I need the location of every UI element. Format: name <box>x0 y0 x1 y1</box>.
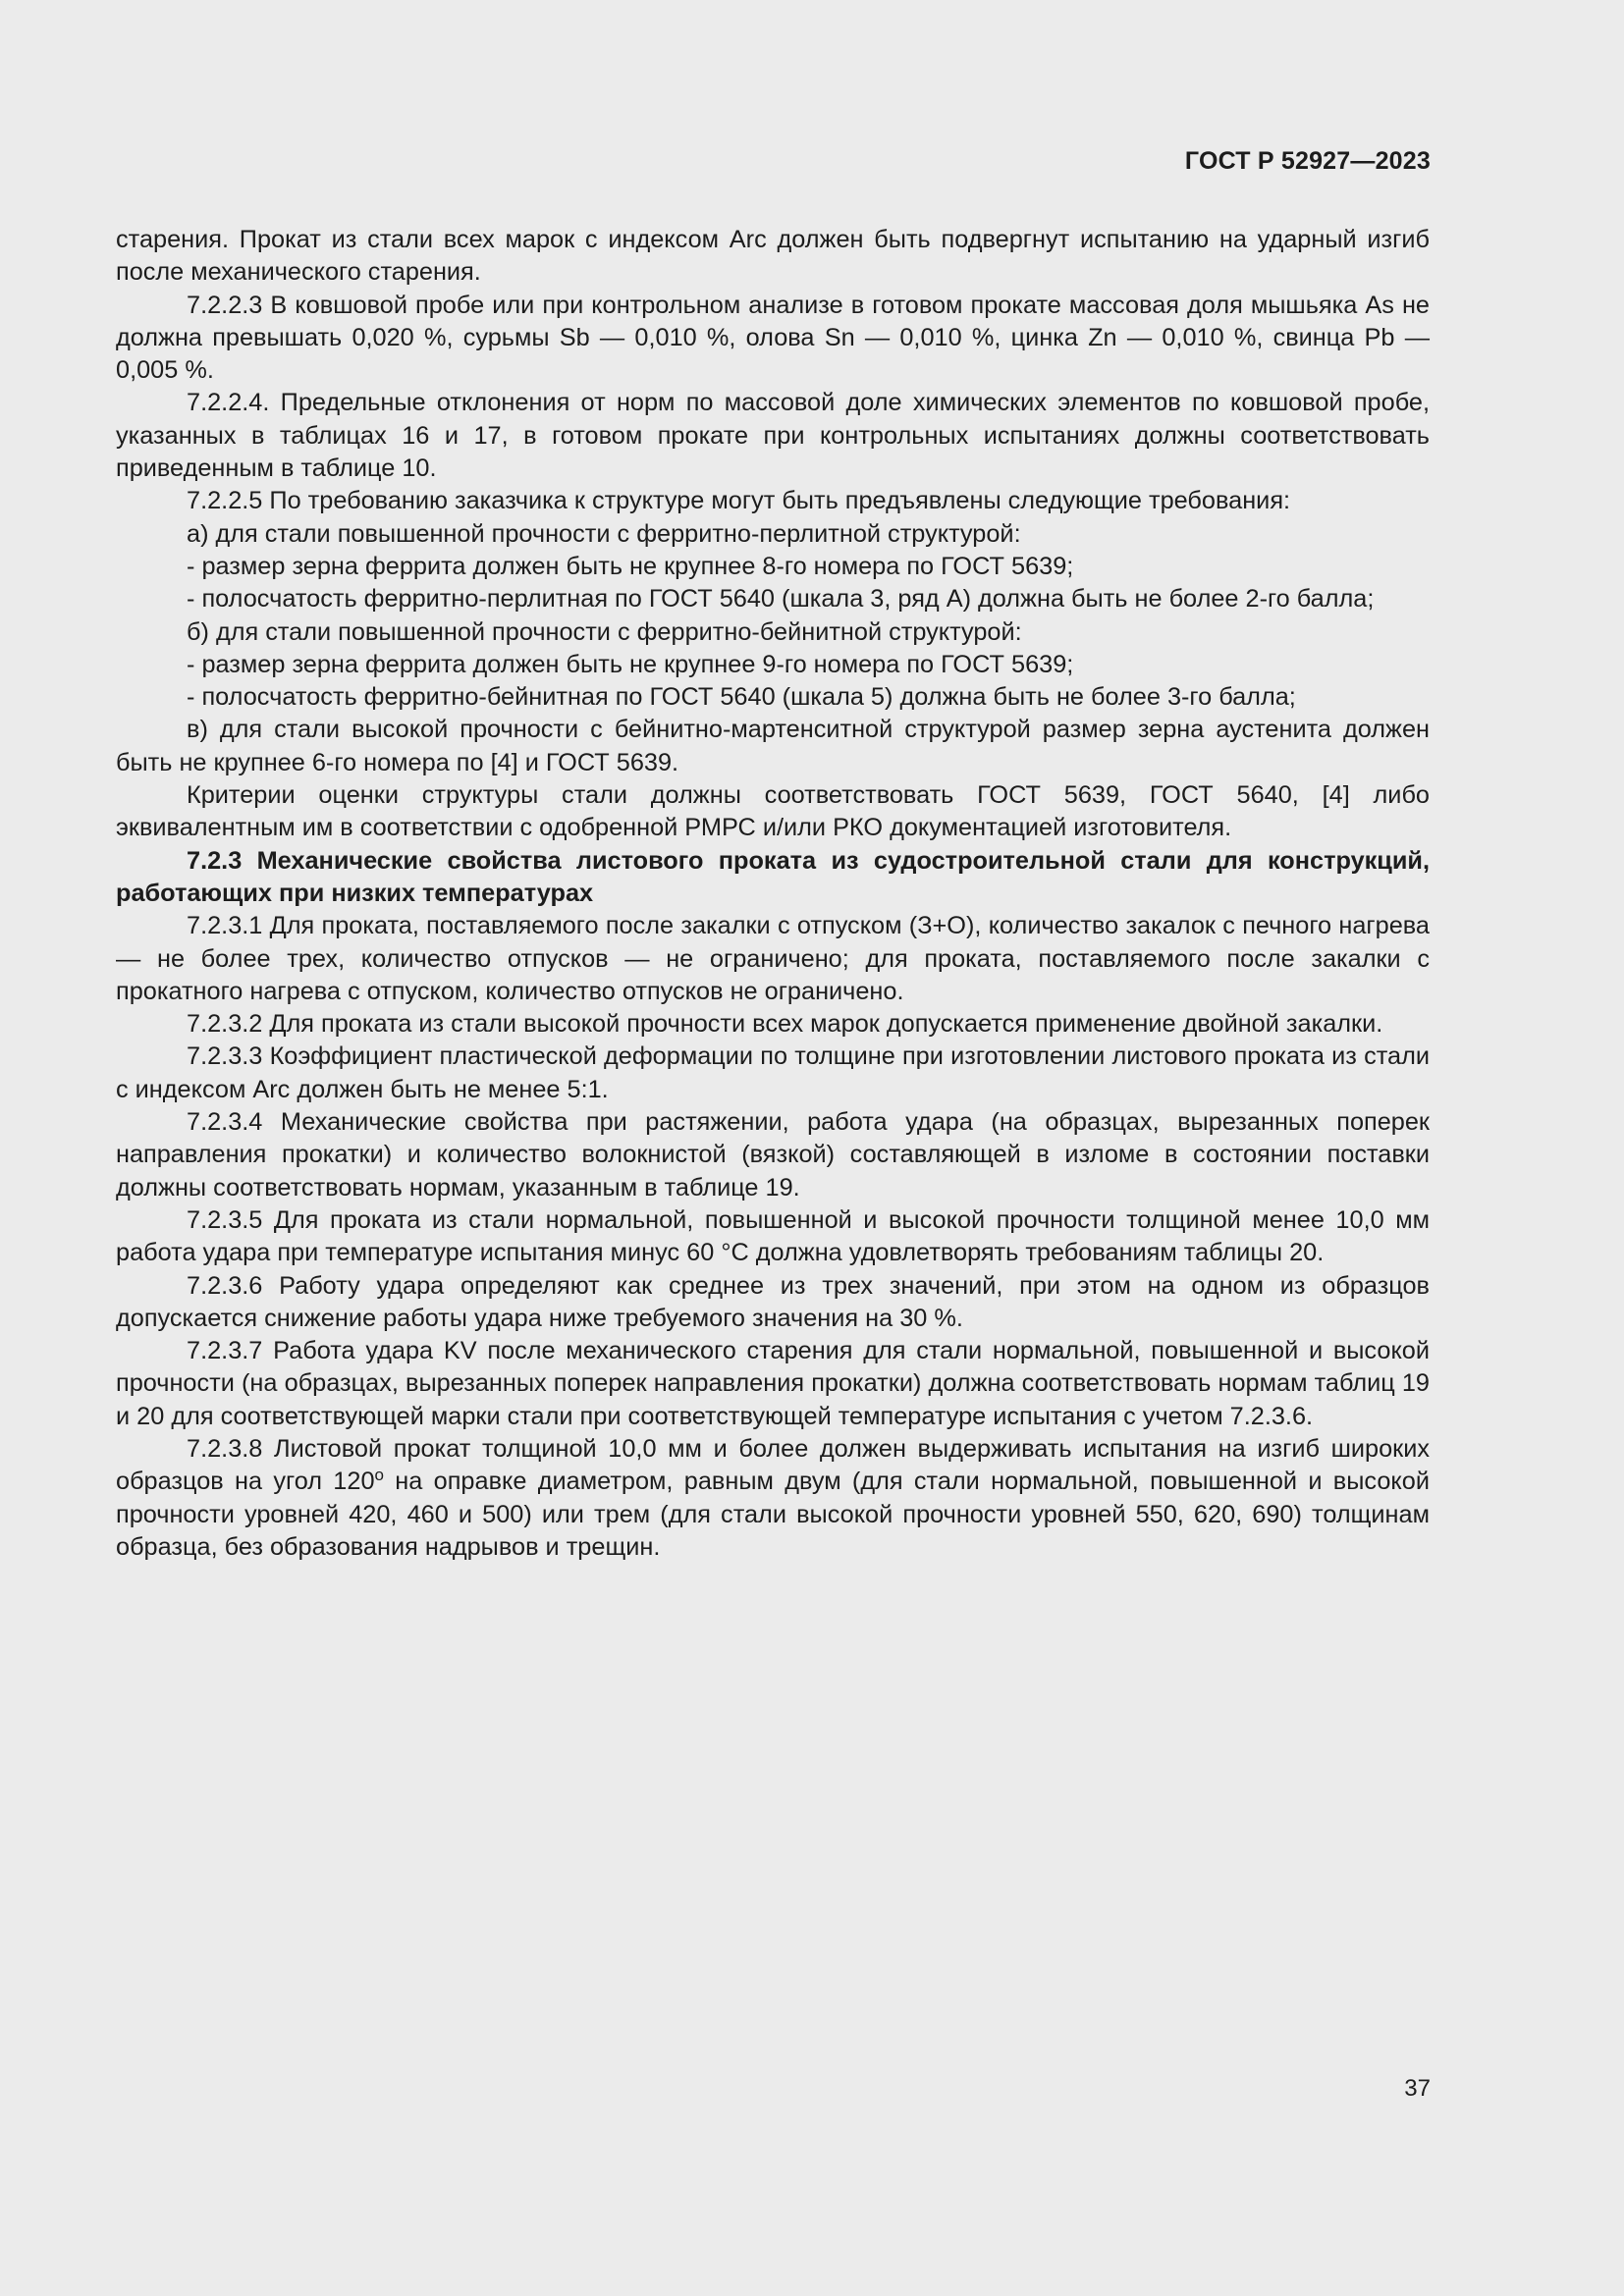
list-item-a: а) для стали повышенной прочности с ферритно-перлитной структурой: <box>187 519 1021 548</box>
clause-7-2-3-6: 7.2.3.6 Работу удара определяют как среднее из трех значений, при этом на одном из образцов допускается снижение работы удара ниже требуемого значения на 30 %. <box>116 1271 1430 1332</box>
list-item-v: в) для стали высокой прочности с бейнитно-мартенситной структурой размер зерна аустенита должен быть не крупнее 6-го номера по [4] и ГОСТ 5639. <box>116 716 1430 776</box>
clause-7-2-3-3: 7.2.3.3 Коэффициент пластической деформации по толщине при изготовлении листового проката из стали с индексом Arc должен быть не менее 5:1. <box>116 1042 1430 1103</box>
clause-7-2-2-3: 7.2.2.3 В ковшовой пробе или при контрольном анализе в готовом прокате массовая доля мышьяка As не должна превышать 0,020 %, сурьмы Sb — 0,010 %, олова Sn — 0,010 %, цинка Zn — 0,010 %, свинца Pb — 0,005 %. <box>116 291 1430 385</box>
page-number: 37 <box>1404 2075 1431 2102</box>
document-code-header: ГОСТ Р 52927—2023 <box>1184 147 1431 175</box>
clause-7-2-3-7: 7.2.3.7 Работа удара KV после механического старения для стали нормальной, повышенной и высокой прочности (на образцах, вырезанных поперек направления прокатки) должна соответствовать нормам таблиц 19 и 20 для соответствующей марки стали при соответствующей температуре испытания с учетом 7.2.3.6. <box>116 1337 1430 1430</box>
structure-criteria-paragraph: Критерии оценки структуры стали должны соответствовать ГОСТ 5639, ГОСТ 5640, [4] либо эквивалентным им в соответствии с одобренной РМРС и/или РКО документацией изготовителя. <box>116 781 1430 842</box>
clause-7-2-3-8-start: 7.2.3.8 Листовой прокат толщиной 10,0 мм и более должен выдерживать испытания на изгиб широких образцов на угол 120 <box>116 1434 1430 1496</box>
clause-7-2-3-8 <box>116 1433 1430 1564</box>
list-dash-item: - полосчатость ферритно-перлитная по ГОСТ 5640 (шкала 3, ряд А) должна быть не более 2-го балла; <box>187 585 1375 614</box>
list-item-b: б) для стали повышенной прочности с ферритно-бейнитной структурой: <box>187 617 1022 646</box>
clause-7-2-3-8-end: на оправке диаметром, равным двум (для стали нормальной, повышенной и высокой прочности уровней 420, 460 и 500) или трем (для стали высокой прочности уровней 550, 620, 690) толщинам образца, без образования надрывов и трещин. <box>116 1468 1430 1561</box>
body-text <box>116 224 1430 1564</box>
list-dash-item: - размер зерна феррита должен быть не крупнее 9-го номера по ГОСТ 5639; <box>187 650 1074 678</box>
clause-7-2-3-1: 7.2.3.1 Для проката, поставляемого после закалки с отпуском (З+О), количество закалок с печного нагрева — не более трех, количество отпусков — не ограничено; для проката, поставляемого после закалки с прокатного нагрева с отпуском, количество отпусков не ограничено. <box>116 912 1430 1005</box>
clause-7-2-2-4: 7.2.2.4. Предельные отклонения от норм по массовой доле химических элементов по ковшовой пробе, указанных в таблицах 16 и 17, в готовом прокате при контрольных испытаниях должны соответствовать приведенным в таблице 10. <box>116 389 1430 483</box>
clause-7-2-2-5: 7.2.2.5 По требованию заказчика к структуре могут быть предъявлены следующие требования: <box>187 487 1291 515</box>
clause-7-2-3-4: 7.2.3.4 Механические свойства при растяжении, работа удара (на образцах, вырезанных поперек направления прокатки) и количество волокнистой (вязкой) составляющей в изломе в состоянии поставки должны соответствовать нормам, указанным в таблице 19. <box>116 1108 1430 1201</box>
degree-superscript: о <box>374 1466 384 1485</box>
clause-7-2-3-2: 7.2.3.2 Для проката из стали высокой прочности всех марок допускается применение двойной закалки. <box>187 1010 1383 1039</box>
paragraph-continuation: старения. Прокат из стали всех марок с индексом Arc должен быть подвергнут испытанию на ударный изгиб после механического старения. <box>116 226 1430 287</box>
clause-7-2-3-5: 7.2.3.5 Для проката из стали нормальной, повышенной и высокой прочности толщиной менее 10,0 мм работа удара при температуре испытания минус 60 °С должна удовлетворять требованиям таблицы 20. <box>116 1205 1430 1267</box>
section-heading-7-2-3: 7.2.3 Механические свойства листового проката из судостроительной стали для конструкций, работающих при низких температурах <box>116 846 1430 907</box>
list-dash-item: - полосчатость ферритно-бейнитная по ГОСТ 5640 (шкала 5) должна быть не более 3-го балла; <box>187 683 1296 712</box>
list-dash-item: - размер зерна феррита должен быть не крупнее 8-го номера по ГОСТ 5639; <box>187 552 1074 580</box>
